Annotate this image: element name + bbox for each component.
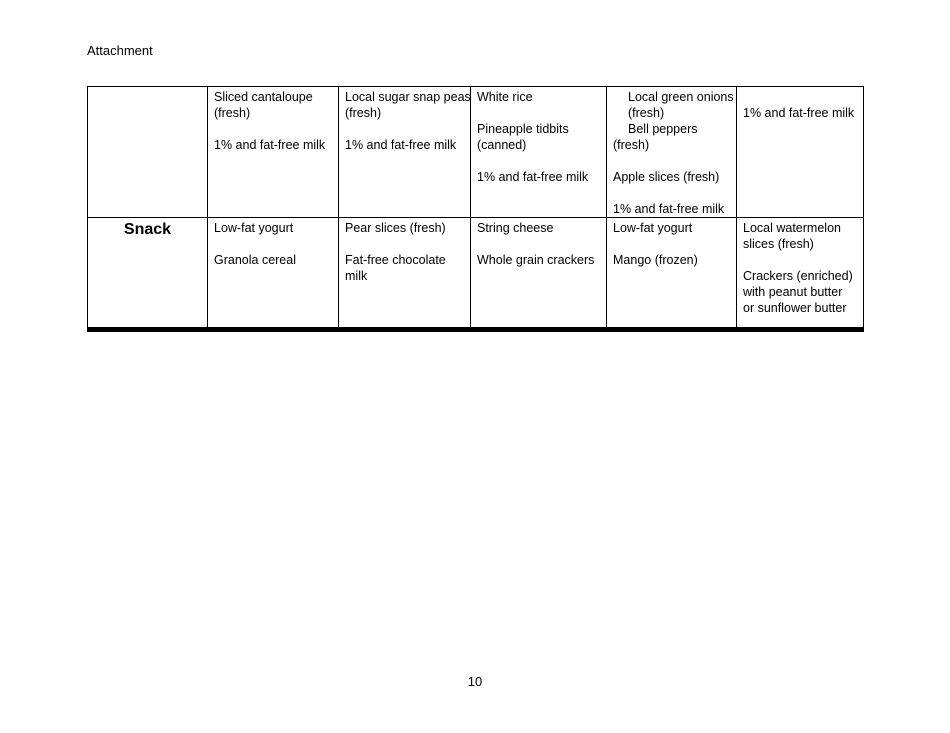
spacer xyxy=(743,252,857,268)
spacer xyxy=(477,105,600,121)
menu-cell xyxy=(737,218,864,330)
menu-item: Local green onions xyxy=(628,90,734,104)
menu-item: milk xyxy=(345,269,368,283)
document-header: Attachment xyxy=(87,43,153,58)
row-label: Snack xyxy=(88,218,208,330)
menu-item: Granola cereal xyxy=(214,253,296,267)
menu-item: (fresh) xyxy=(628,106,665,120)
spacer xyxy=(345,121,464,137)
menu-item: (fresh) xyxy=(214,106,251,120)
spacer xyxy=(613,236,730,252)
menu-item: 1% and fat-free milk xyxy=(345,138,457,152)
menu-item: 1% and fat-free milk xyxy=(477,170,589,184)
spacer xyxy=(214,236,332,252)
spacer xyxy=(345,236,464,252)
menu-item: White rice xyxy=(477,90,533,104)
menu-item: slices (fresh) xyxy=(743,237,814,251)
menu-item: Fat-free chocolate xyxy=(345,253,446,267)
menu-item: Crackers (enriched) xyxy=(743,269,853,283)
menu-item: 1% and fat-free milk xyxy=(214,138,326,152)
spacer xyxy=(214,121,332,137)
menu-item: (fresh) xyxy=(345,106,382,120)
menu-item: Low-fat yogurt xyxy=(613,221,693,235)
menu-cell xyxy=(737,87,864,218)
menu-cell xyxy=(208,87,339,218)
menu-item: Whole grain crackers xyxy=(477,253,595,267)
spacer xyxy=(477,153,600,169)
menu-item: Local sugar snap peas xyxy=(345,90,471,104)
menu-item: Pineapple tidbits xyxy=(477,122,569,136)
menu-item: Apple slices (fresh) xyxy=(613,170,720,184)
menu-item: Bell peppers xyxy=(628,122,698,136)
menu-item: Pear slices (fresh) xyxy=(345,221,446,235)
menu-cell xyxy=(471,87,607,218)
spacer xyxy=(613,153,730,169)
menu-cell xyxy=(208,218,339,330)
spacer xyxy=(743,89,857,105)
menu-item: String cheese xyxy=(477,221,554,235)
menu-item: Mango (frozen) xyxy=(613,253,698,267)
page-number: 10 xyxy=(467,674,483,689)
table-row xyxy=(88,218,864,330)
spacer xyxy=(613,185,730,201)
menu-item: with peanut butter xyxy=(743,285,843,299)
row-label xyxy=(88,87,208,218)
menu-item: (fresh) xyxy=(613,138,650,152)
menu-cell xyxy=(607,87,737,218)
menu-item: Sliced cantaloupe xyxy=(214,90,313,104)
menu-cell xyxy=(471,218,607,330)
menu-cell xyxy=(339,218,471,330)
menu-item: Local watermelon xyxy=(743,221,841,235)
menu-item: 1% and fat-free milk xyxy=(613,202,725,216)
menu-item: Low-fat yogurt xyxy=(214,221,294,235)
menu-cell xyxy=(339,87,471,218)
menu-item: 1% and fat-free milk xyxy=(743,106,855,120)
menu-item: (canned) xyxy=(477,138,527,152)
spacer xyxy=(477,236,600,252)
menu-table xyxy=(87,86,864,332)
menu-cell xyxy=(607,218,737,330)
table-row xyxy=(88,87,864,218)
menu-item: or sunflower butter xyxy=(743,301,847,315)
